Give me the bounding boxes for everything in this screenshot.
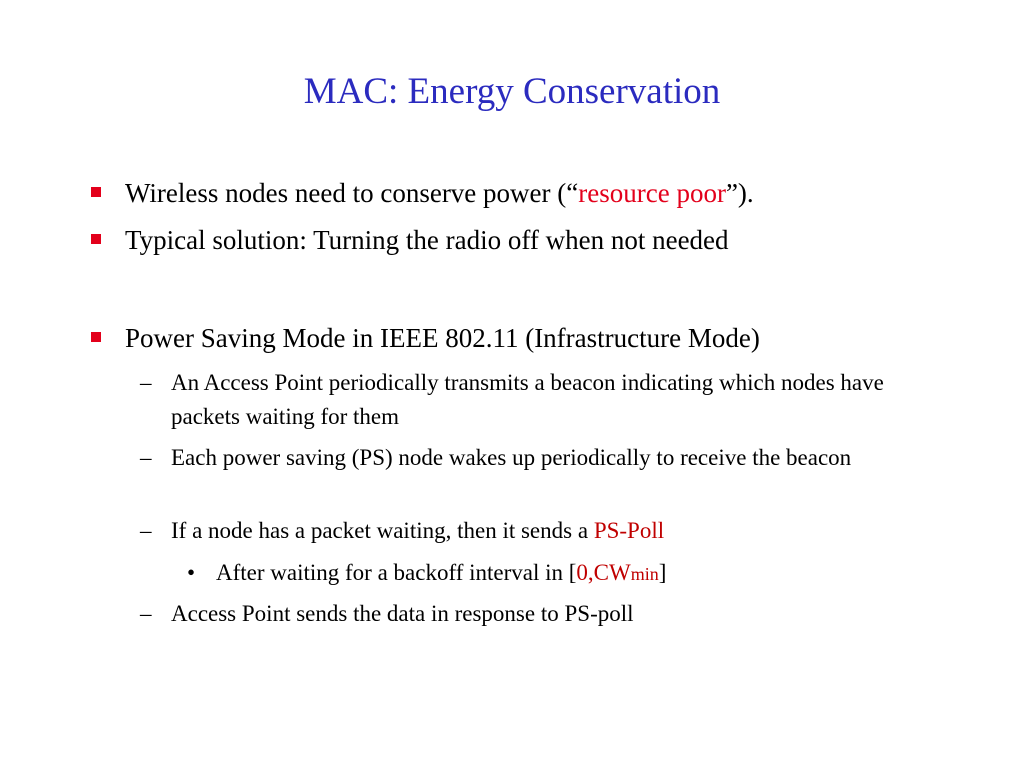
bullet-text: Wireless nodes need to conserve power (“ bbox=[125, 178, 579, 208]
bullet-text: Typical solution: Turning the radio off when not needed bbox=[125, 225, 729, 255]
sub-bullet-text: Access Point sends the data in response to PS-poll bbox=[171, 601, 634, 626]
dash-bullet-icon: – bbox=[140, 445, 152, 470]
sub-sub-bullet-text: After waiting for a backoff interval in [ bbox=[216, 560, 577, 585]
bullet-text-end: ”). bbox=[725, 178, 754, 208]
square-bullet-icon bbox=[91, 332, 101, 342]
highlight-cw-min: min bbox=[630, 564, 659, 584]
bullet-text: Power Saving Mode in IEEE 802.11 (Infrastructure Mode) bbox=[125, 323, 760, 353]
highlight-ps-poll: PS-Poll bbox=[593, 518, 665, 543]
square-bullet-icon bbox=[91, 187, 101, 197]
square-bullet-icon bbox=[91, 234, 101, 244]
bullet-item-conserve-power bbox=[125, 177, 754, 209]
sub-bullet-text: If a node has a packet waiting, then it sends a bbox=[171, 518, 594, 543]
bullet-item-power-saving-mode bbox=[125, 322, 760, 354]
slide-title: MAC: Energy Conservation bbox=[303, 71, 721, 112]
dash-bullet-icon: – bbox=[140, 601, 152, 626]
sub-bullet-ps-poll bbox=[140, 514, 951, 548]
sub-bullet-access-point-beacon bbox=[140, 366, 951, 434]
highlight-cw: 0,CW bbox=[576, 560, 631, 585]
sub-bullet-access-point-sends bbox=[140, 597, 951, 631]
dash-bullet-icon: – bbox=[140, 370, 152, 395]
sub-sub-bullet-backoff bbox=[187, 556, 667, 591]
dash-bullet-icon: – bbox=[140, 518, 152, 543]
bullet-item-typical-solution bbox=[125, 224, 729, 256]
sub-bullet-text: An Access Point periodically transmits a beacon indicating which nodes have packets waiting for them bbox=[171, 370, 884, 429]
sub-bullet-ps-node-wakes bbox=[140, 441, 951, 475]
dot-bullet-icon: • bbox=[187, 560, 196, 585]
highlight-resource-poor: resource poor bbox=[578, 178, 726, 208]
sub-bullet-text: Each power saving (PS) node wakes up periodically to receive the beacon bbox=[171, 445, 852, 470]
sub-sub-bullet-text-end: ] bbox=[658, 560, 667, 585]
